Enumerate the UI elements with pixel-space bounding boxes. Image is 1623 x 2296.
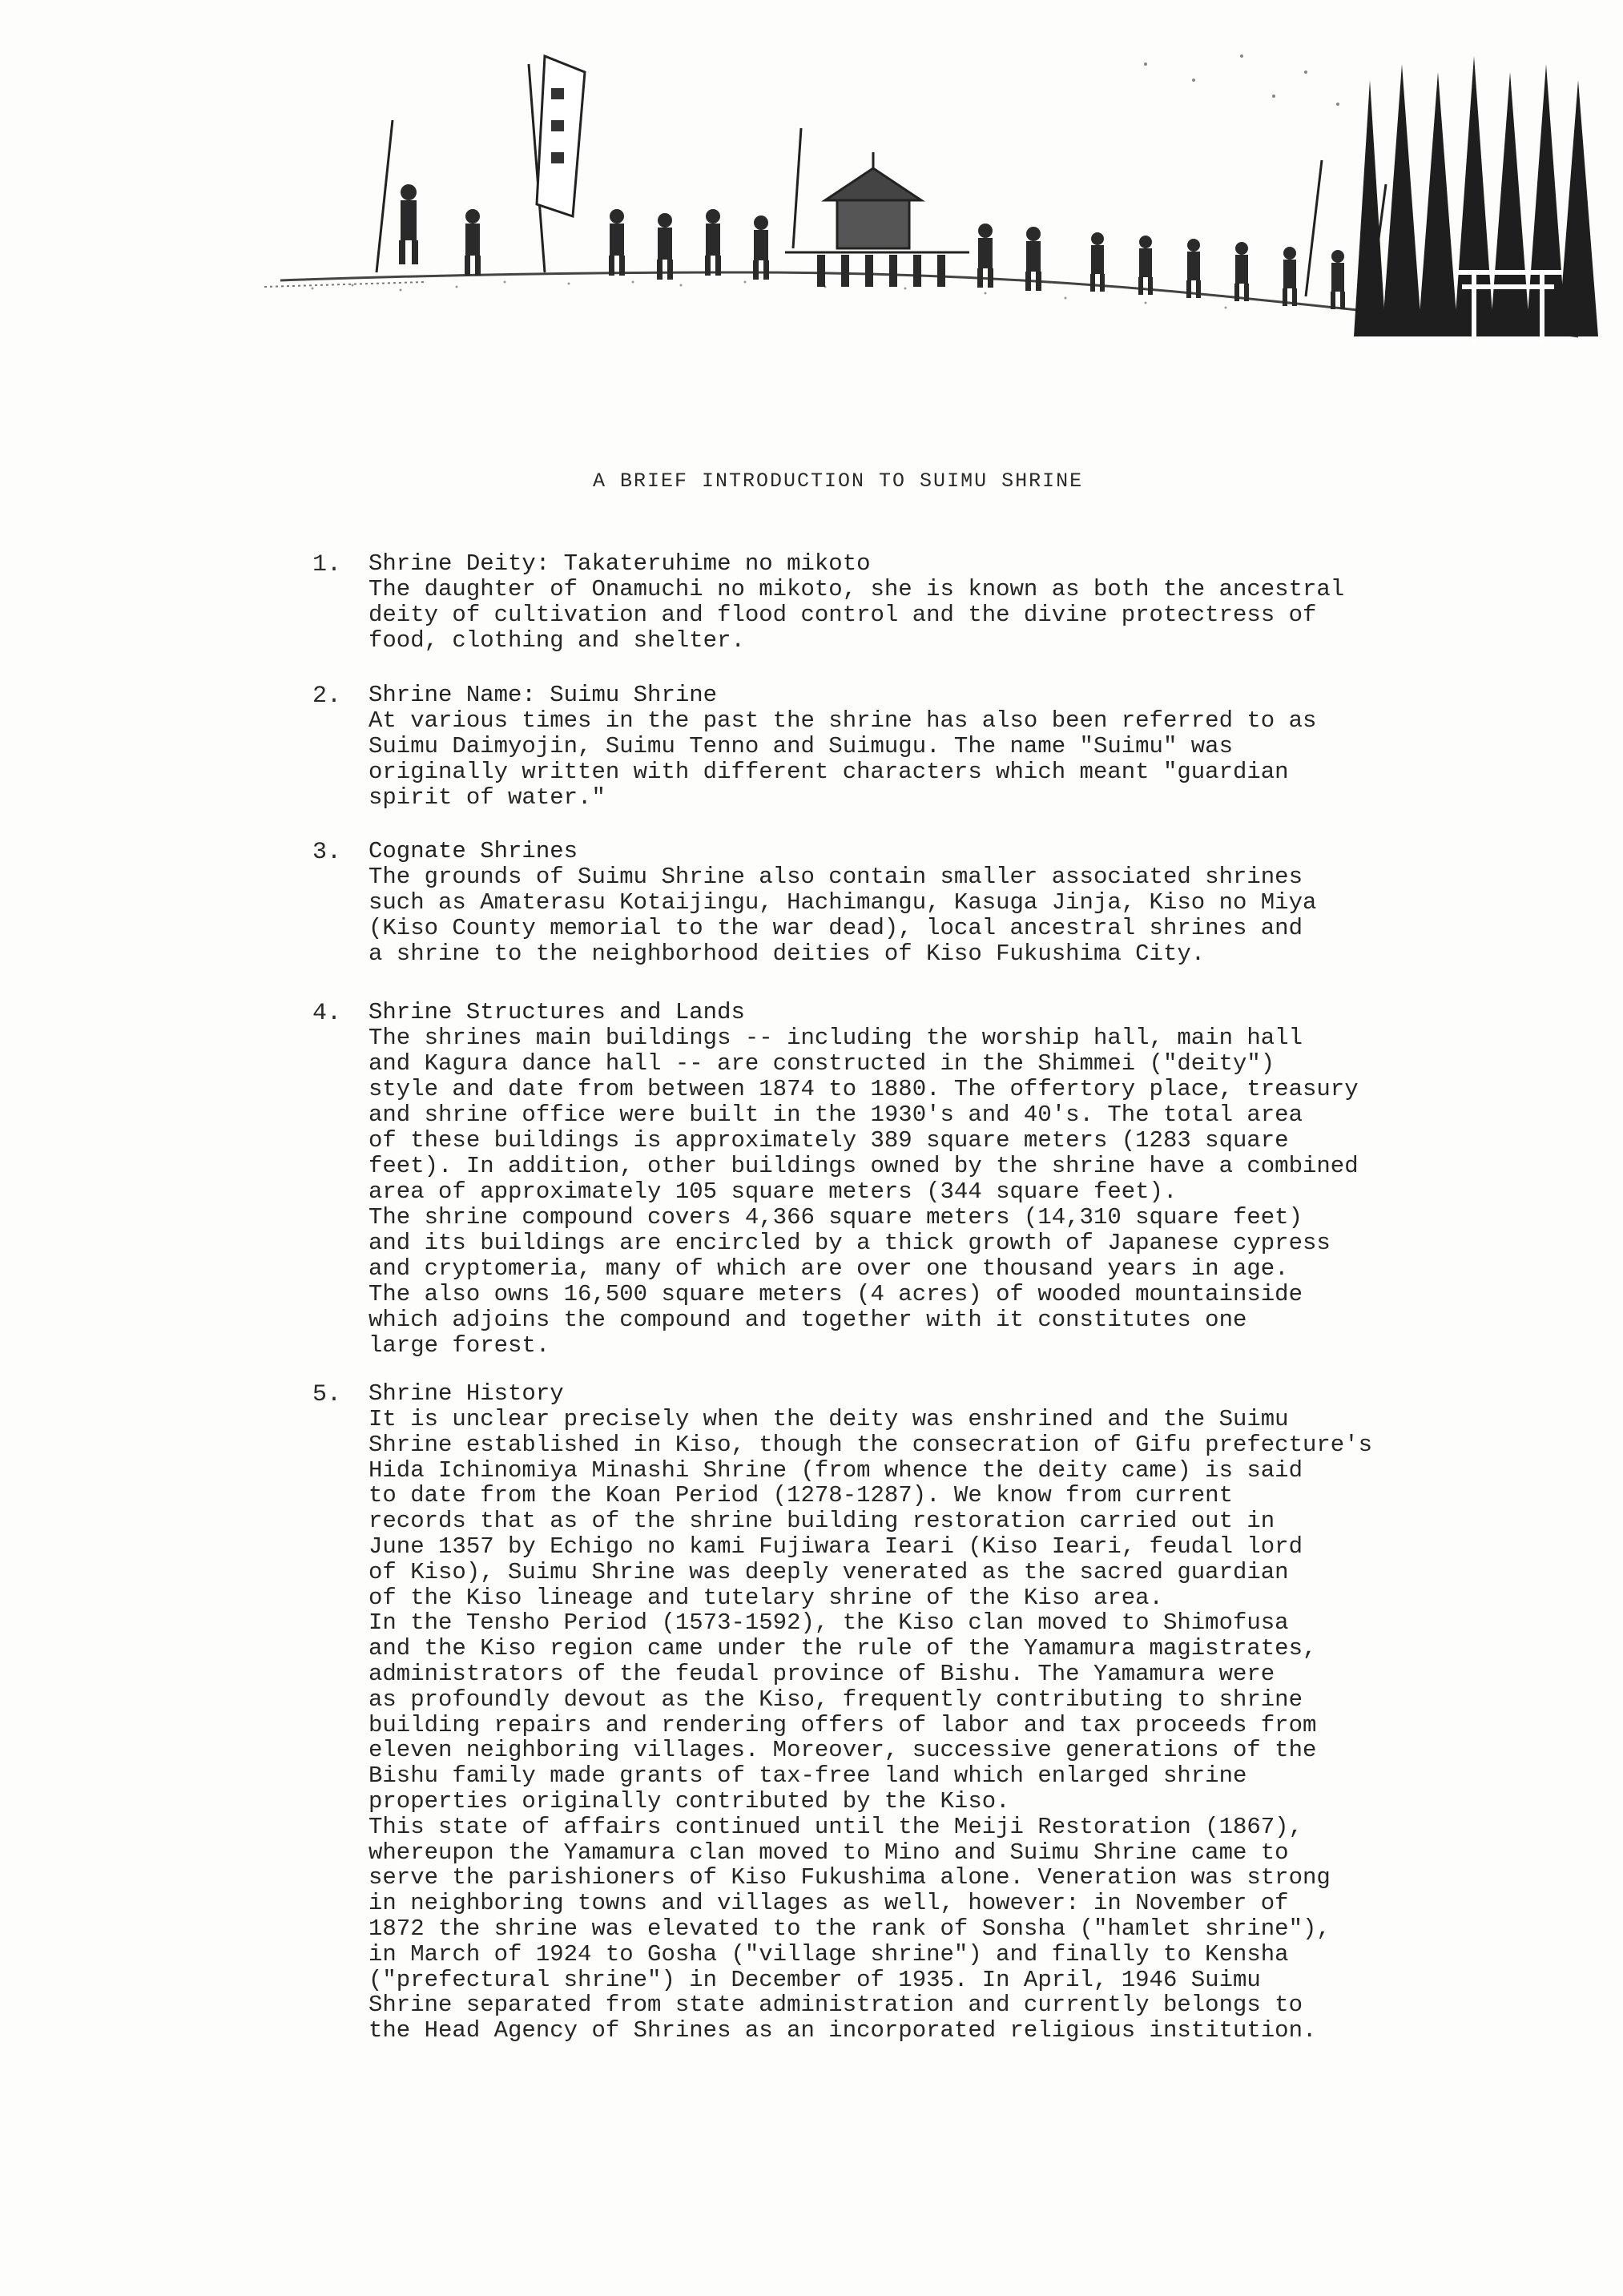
body-line: (Kiso County memorial to the war dead), local ancestral shrines and <box>368 915 1303 941</box>
section-heading: Shrine Deity: Takateruhime no mikoto <box>368 550 871 577</box>
section-number: 3. <box>312 839 342 866</box>
body-line: Suimu Daimyojin, Suimu Tenno and Suimugu. The name "Suimu" was <box>368 733 1233 759</box>
section-number: 2. <box>312 683 342 710</box>
body-line: building repairs and rendering offers of labor and tax proceeds from <box>368 1711 1317 1738</box>
body-line: large forest. <box>368 1332 550 1359</box>
document-title: A BRIEF INTRODUCTION TO SUIMU SHRINE <box>593 469 1084 493</box>
section-heading: Shrine Structures and Lands <box>368 999 745 1025</box>
body-line: Shrine established in Kiso, though the consecration of Gifu prefecture's <box>368 1431 1373 1458</box>
body-line: The grounds of Suimu Shrine also contain smaller associated shrines <box>368 864 1303 890</box>
body-line: in March of 1924 to Gosha ("village shrine") and finally to Kensha <box>368 1940 1289 1968</box>
body-line: to date from the Koan Period (1278-1287). We know from current <box>368 1482 1233 1509</box>
body-line: whereupon the Yamamura clan moved to Mino and Suimu Shrine came to <box>368 1839 1289 1866</box>
body-line: At various times in the past the shrine has also been referred to as <box>368 707 1317 734</box>
body-line: eleven neighboring villages. Moreover, successive generations of the <box>368 1737 1317 1764</box>
body-line: style and date from between 1874 to 1880. The offertory place, treasury <box>368 1076 1359 1102</box>
section-heading: Shrine History <box>368 1380 564 1407</box>
body-line: in neighboring towns and villages as well, however: in November of <box>368 1890 1289 1917</box>
body-line: Bishu family made grants of tax-free land which enlarged shrine <box>368 1762 1247 1790</box>
body-line: of these buildings is approximately 389 square meters (1283 square <box>368 1127 1289 1154</box>
section-number: 5. <box>312 1381 342 1408</box>
body-line: records that as of the shrine building restoration carried out in <box>368 1508 1275 1535</box>
body-line: ("prefectural shrine") in December of 1935. In April, 1946 Suimu <box>368 1966 1261 1993</box>
section-body <box>368 864 1316 967</box>
section-body <box>368 1025 1359 1359</box>
body-line: It is unclear precisely when the deity was enshrined and the Suimu <box>368 1406 1289 1432</box>
body-line: spirit of water." <box>368 784 606 811</box>
body-line: deity of cultivation and flood control and the divine protectress of <box>368 602 1317 628</box>
body-line: In the Tensho Period (1573-1592), the Kiso clan moved to Shimofusa <box>368 1609 1289 1637</box>
body-line: a shrine to the neighborhood deities of Kiso Fukushima City. <box>368 941 1206 967</box>
body-line: such as Amaterasu Kotaijingu, Hachimangu, Kasuga Jinja, Kiso no Miya <box>368 889 1317 916</box>
section-body <box>368 1407 1372 2044</box>
body-line: Shrine separated from state administration and currently belongs to <box>368 1992 1303 2019</box>
body-line: This state of affairs continued until the Meiji Restoration (1867), <box>368 1813 1303 1840</box>
body-line: The daughter of Onamuchi no mikoto, she is known as both the ancestral <box>368 576 1345 602</box>
section-number: 4. <box>312 1000 342 1027</box>
body-line: The also owns 16,500 square meters (4 acres) of wooded mountainside <box>368 1281 1303 1307</box>
section-heading: Cognate Shrines <box>368 838 578 864</box>
body-line: 1872 the shrine was elevated to the rank of Sonsha ("hamlet shrine"), <box>368 1915 1331 1942</box>
body-line: as profoundly devout as the Kiso, frequently contributing to shrine <box>368 1686 1303 1713</box>
body-line: of Kiso), Suimu Shrine was deeply venerated as the sacred guardian <box>368 1558 1289 1585</box>
body-line: and the Kiso region came under the rule of the Yamamura magistrates, <box>368 1635 1317 1662</box>
body-line: The shrines main buildings -- including the worship hall, main hall <box>368 1025 1303 1051</box>
body-line: administrators of the feudal province of Bishu. The Yamamura were <box>368 1660 1275 1687</box>
body-line: the Head Agency of Shrines as an incorporated religious institution. <box>368 2017 1317 2044</box>
body-line: food, clothing and shelter. <box>368 627 745 654</box>
body-line: and cryptomeria, many of which are over one thousand years in age. <box>368 1255 1289 1282</box>
body-line: area of approximately 105 square meters (344 square feet). <box>368 1178 1178 1205</box>
body-line: originally written with different characters which meant "guardian <box>368 759 1289 785</box>
body-line: feet). In addition, other buildings owned by the shrine have a combined <box>368 1153 1359 1179</box>
body-line: Hida Ichinomiya Minashi Shrine (from whence the deity came) is said <box>368 1456 1303 1484</box>
shrine-procession-illustration <box>264 32 1610 385</box>
body-line: and its buildings are encircled by a thick growth of Japanese cypress <box>368 1230 1331 1256</box>
body-line: properties originally contributed by the Kiso. <box>368 1787 1010 1815</box>
section-number: 1. <box>312 551 342 578</box>
body-line: which adjoins the compound and together with it constitutes one <box>368 1307 1247 1333</box>
body-line: The shrine compound covers 4,366 square meters (14,310 square feet) <box>368 1204 1303 1231</box>
body-line: June 1357 by Echigo no kami Fujiwara Ieari (Kiso Ieari, feudal lord <box>368 1533 1303 1560</box>
body-line: and Kagura dance hall -- are constructed in the Shimmei ("deity") <box>368 1050 1275 1077</box>
body-line: and shrine office were built in the 1930's and 40's. The total area <box>368 1102 1303 1128</box>
body-line: serve the parishioners of Kiso Fukushima alone. Veneration was strong <box>368 1864 1331 1891</box>
body-line: of the Kiso lineage and tutelary shrine of the Kiso area. <box>368 1584 1163 1611</box>
section-body <box>368 577 1344 654</box>
section-heading: Shrine Name: Suimu Shrine <box>368 682 718 708</box>
section-body <box>368 708 1316 811</box>
